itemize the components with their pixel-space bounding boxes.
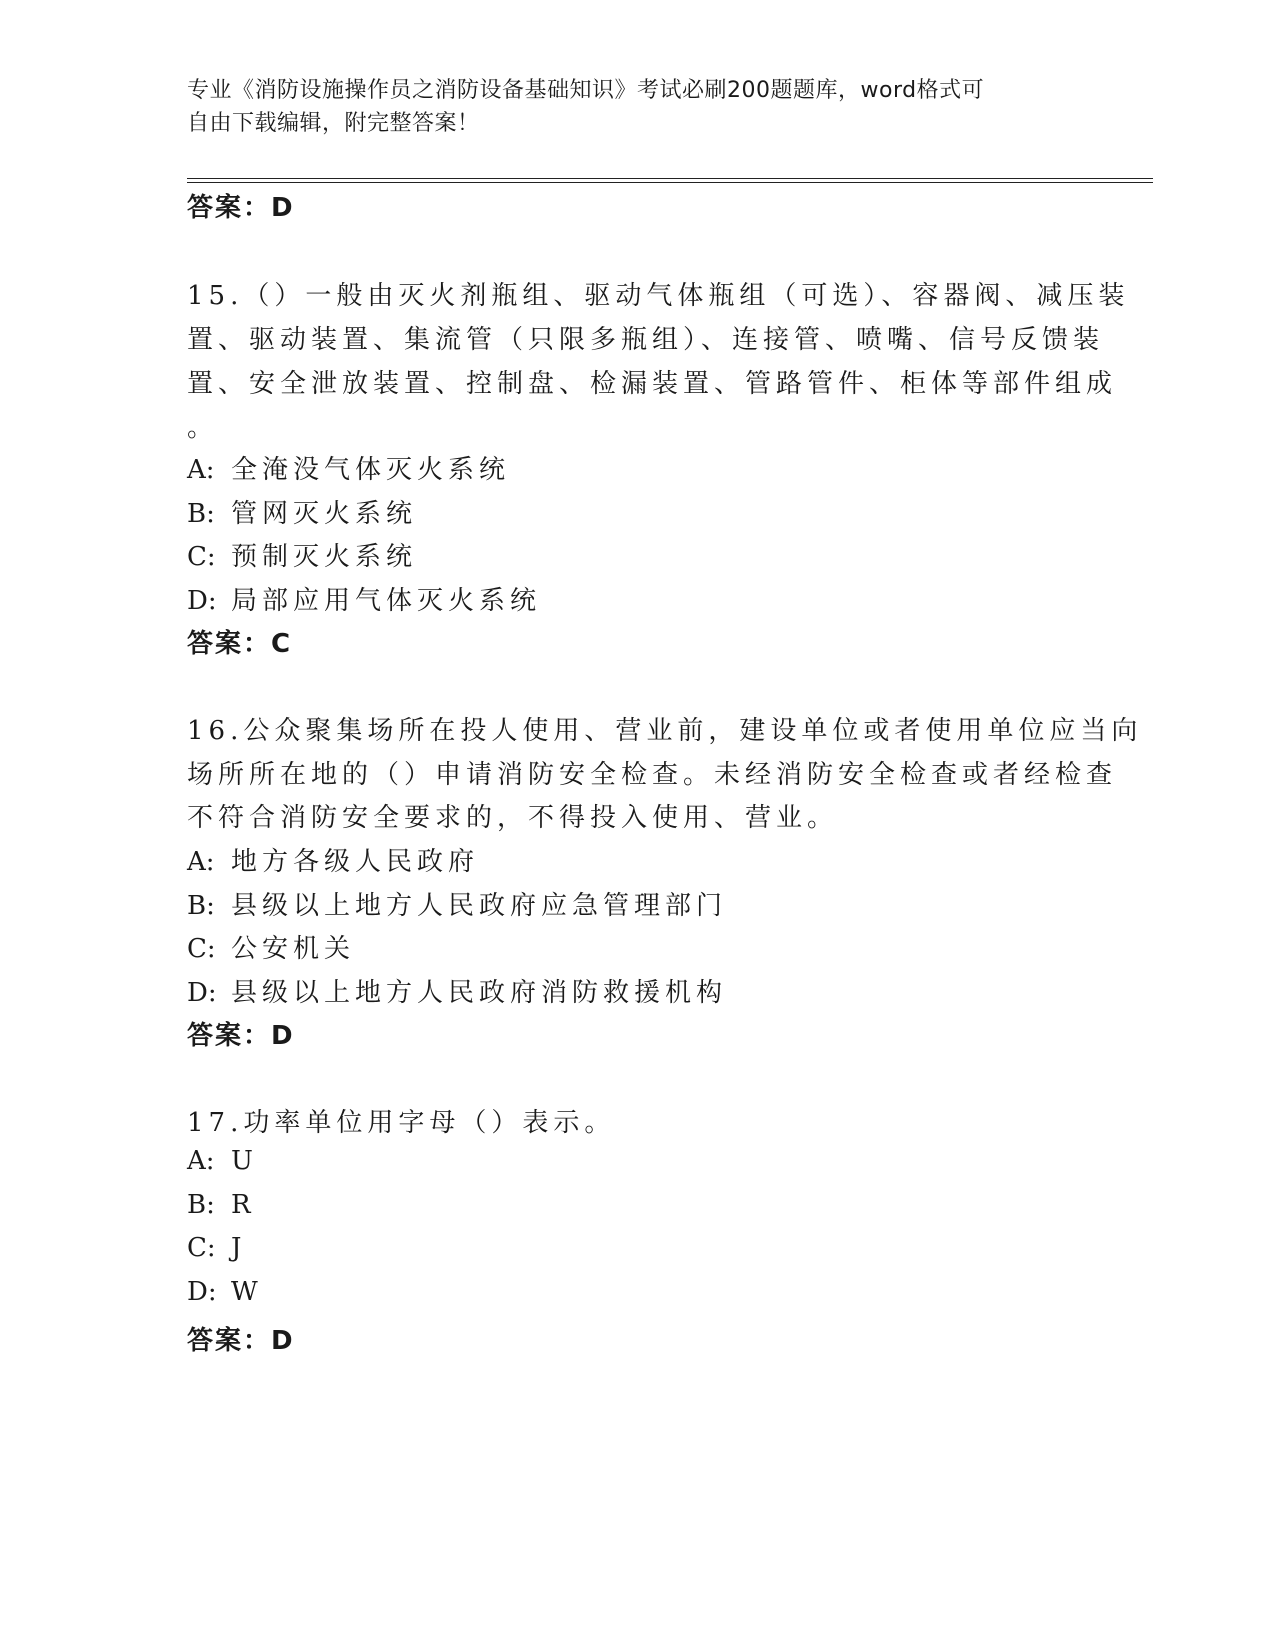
answer-label: 答案： xyxy=(187,1021,272,1051)
question-16-answer xyxy=(187,1015,295,1052)
question-16-option-b xyxy=(187,885,1087,922)
option-letter: C: xyxy=(187,934,216,964)
header-line-2: 自由下载编辑，附完整答案！ xyxy=(187,111,480,136)
answer-value: D xyxy=(271,1021,295,1051)
question-15-line-3: 置、安全泄放装置、控制盘、检漏装置、管路管件、柜体等部件组成 xyxy=(187,369,1118,399)
option-text: 预制灭火系统 xyxy=(231,542,418,572)
option-letter: C: xyxy=(187,542,216,572)
header-divider-top xyxy=(187,178,1153,179)
answer-value: D xyxy=(271,1326,295,1356)
option-text: 局部应用气体灭火系统 xyxy=(231,586,542,616)
header-line-1: 专业《消防设施操作员之消防设备基础知识》考试必刷200题题库，word格式可 xyxy=(187,78,985,103)
option-letter: D: xyxy=(187,978,217,1008)
question-16-line-2: 场所所在地的（）申请消防安全检查。未经消防安全检查或者经检查 xyxy=(187,760,1118,790)
question-17-line-1: 17.功率单位用字母（）表示。 xyxy=(187,1108,616,1138)
answer-label: 答案： xyxy=(187,1326,272,1356)
question-15-line-4: 。 xyxy=(187,413,219,443)
question-16-option-d xyxy=(187,972,1087,1009)
answer-value: C xyxy=(271,629,293,659)
answer-line-prev xyxy=(187,187,295,224)
option-letter: B: xyxy=(187,891,215,921)
question-15-option-d xyxy=(187,580,1087,617)
question-15-answer xyxy=(187,623,292,660)
option-text: 公安机关 xyxy=(231,934,356,964)
answer-label: 答案： xyxy=(187,193,272,223)
question-15-option-b xyxy=(187,493,1087,530)
option-text: J xyxy=(231,1233,247,1263)
answer-value: D xyxy=(271,193,295,223)
option-text: 管网灭火系统 xyxy=(231,499,418,529)
question-16-option-c xyxy=(187,928,1087,965)
question-17-answer xyxy=(187,1320,295,1357)
option-text: 地方各级人民政府 xyxy=(231,847,480,877)
question-15-option-a xyxy=(187,449,1087,486)
question-16-line-1: 16.公众聚集场所在投人使用、营业前，建设单位或者使用单位应当向 xyxy=(187,716,1143,746)
option-letter: A: xyxy=(187,847,215,877)
option-letter: A: xyxy=(187,455,215,485)
option-letter: A: xyxy=(187,1146,215,1176)
option-text: 县级以上地方人民政府消防救援机构 xyxy=(231,978,728,1008)
question-17-option-b xyxy=(187,1190,1087,1220)
option-text: W xyxy=(231,1277,263,1307)
option-letter: D: xyxy=(187,1277,217,1307)
question-15-line-1: 15.（）一般由灭火剂瓶组、驱动气体瓶组（可选）、容器阀、减压装 xyxy=(187,281,1130,311)
question-17-option-d xyxy=(187,1277,1087,1307)
question-16-option-a xyxy=(187,841,1087,878)
page-header xyxy=(187,74,1067,140)
question-17-option-c xyxy=(187,1233,1087,1263)
question-15-line-2: 置、驱动装置、集流管（只限多瓶组）、连接管、喷嘴、信号反馈装 xyxy=(187,325,1105,355)
header-divider-bottom xyxy=(187,182,1153,183)
question-16-line-3: 不符合消防安全要求的，不得投入使用、营业。 xyxy=(187,803,839,833)
option-letter: B: xyxy=(187,499,215,529)
option-text: 县级以上地方人民政府应急管理部门 xyxy=(231,891,728,921)
option-text: U xyxy=(231,1146,258,1176)
answer-label: 答案： xyxy=(187,629,272,659)
option-letter: D: xyxy=(187,586,217,616)
option-letter: B: xyxy=(187,1190,215,1220)
option-letter: C: xyxy=(187,1233,216,1263)
question-17-option-a xyxy=(187,1146,1087,1176)
option-text: R xyxy=(231,1190,256,1220)
option-text: 全淹没气体灭火系统 xyxy=(231,455,511,485)
question-15-option-c xyxy=(187,536,1087,573)
